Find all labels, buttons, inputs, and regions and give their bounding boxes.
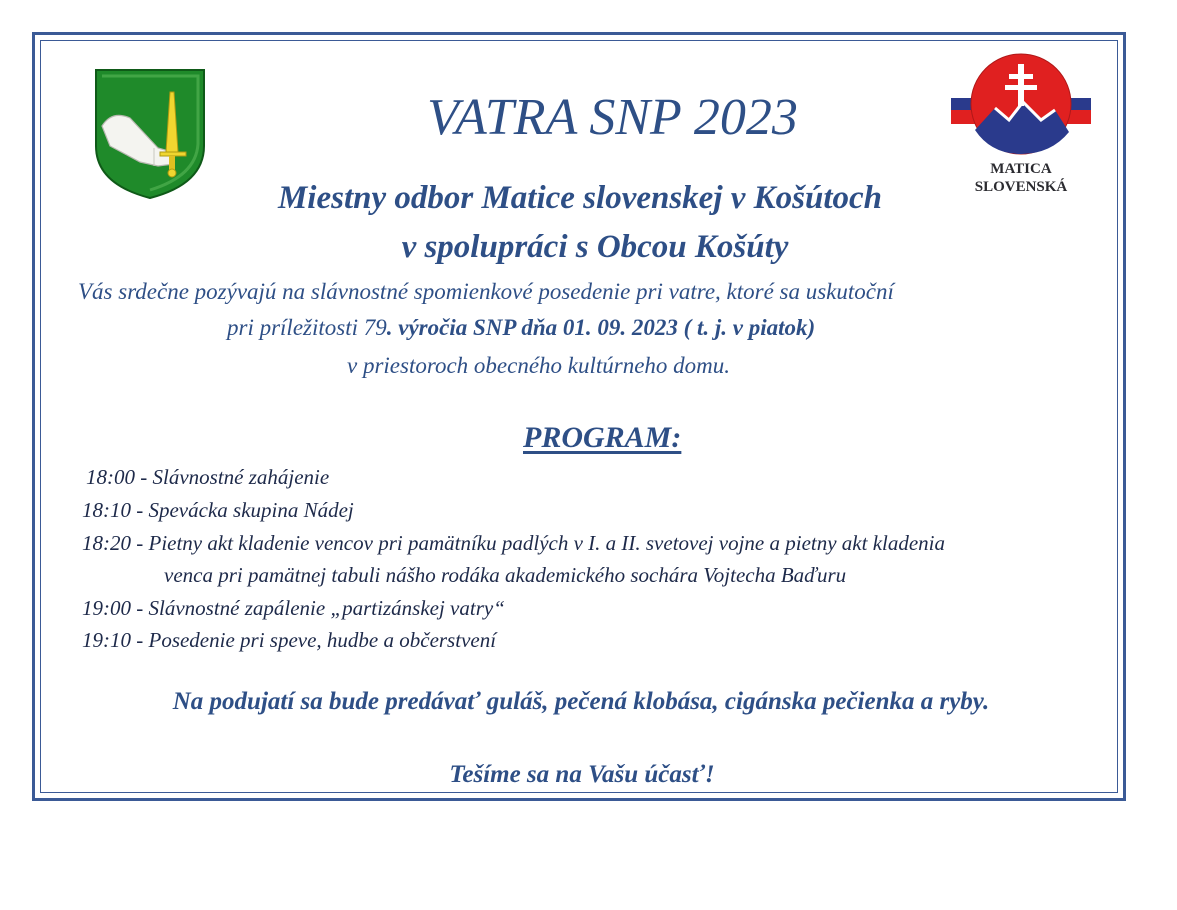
page-title: VATRA SNP 2023 (427, 89, 798, 146)
invitation-line-2 (227, 315, 815, 341)
program-item: 18:20 - Pietny akt kladenie vencov pri pamätníku padlých v I. a II. svetovej vojne a pietny akt kladenia (82, 531, 946, 555)
program-item: 18:10 - Spevácka skupina Nádej (82, 498, 354, 522)
invitation-line-2-date: . výročia SNP dňa 01. 09. 2023 ( t. j. v piatok) (386, 315, 816, 340)
matica-logo-text-line1: MATICA (990, 161, 1052, 177)
organizer-line-1: Miestny odbor Matice slovenskej v Košútoch (277, 180, 883, 216)
invitation-line-2-prefix: pri príležitosti 79 (227, 315, 387, 340)
program-item-continuation: venca pri pamätnej tabuli nášho rodáka akademického sochára Vojtecha Baďuru (164, 563, 847, 587)
invitation-line-3: v priestoroch obecného kultúrneho domu. (347, 353, 731, 378)
invitation-line-1: Vás srdečne pozývajú na slávnostné spomienkové posedenie pri vatre, ktoré sa uskutoční (78, 279, 894, 304)
program-item: 19:00 - Slávnostné zapálenie „partizánskej vatry“ (82, 596, 505, 620)
sale-note: Na podujatí sa bude predávať guláš, pečená klobása, cigánska pečienka a ryby. (172, 688, 990, 715)
program-item: 18:00 - Slávnostné zahájenie (86, 465, 330, 489)
matica-logo-text-line2: SLOVENSKÁ (974, 179, 1068, 195)
program-item: 19:10 - Posedenie pri speve, hudbe a občerstvení (82, 628, 497, 652)
program-heading: PROGRAM: (523, 421, 682, 454)
closing-line: Tešíme sa na Vašu účasť! (449, 761, 715, 788)
organizer-line-2: v spolupráci s Obcou Košúty (401, 229, 789, 265)
